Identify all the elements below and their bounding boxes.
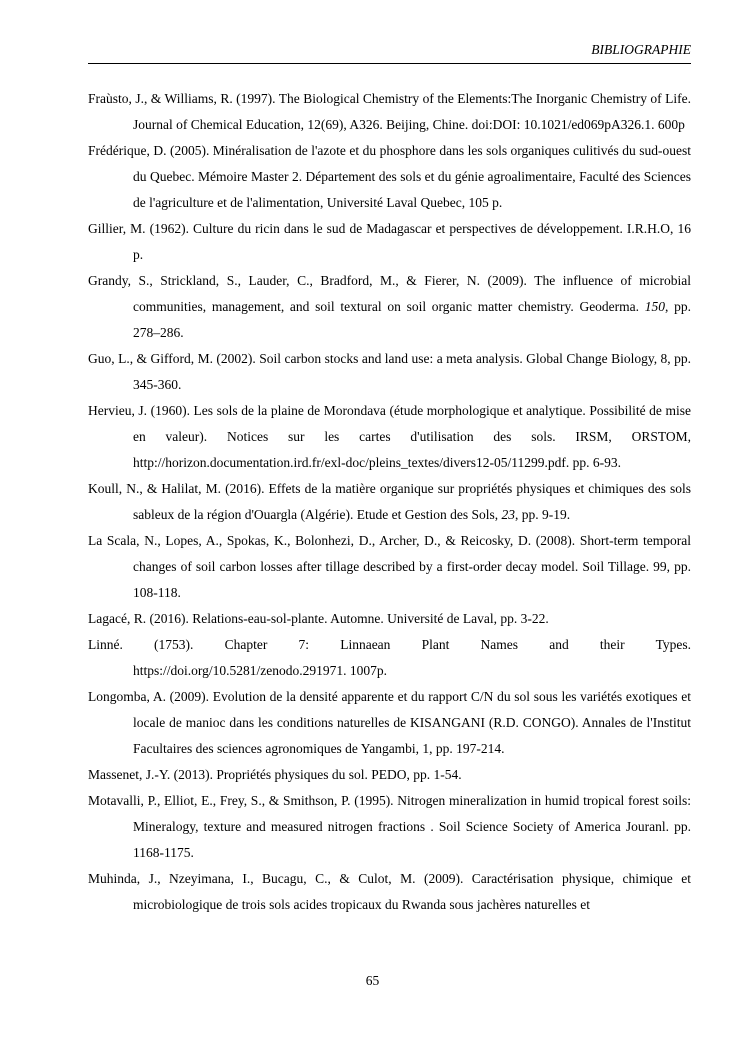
page-number: 65 [365, 973, 380, 988]
reference-item [88, 268, 691, 346]
reference-pages: , pp. 9-19. [514, 507, 571, 522]
reference-item [88, 632, 691, 684]
reference-item: La Scala, N., Lopes, A., Spokas, K., Bolonhezi, D., Archer, D., & Reicosky, D. (2008). Short-term temporal changes of soil carbon losses after tillage described by a first-order decay model. Soil Tillage. 99, pp. 108-118. [88, 533, 691, 600]
reference-item: Lagacé, R. (2016). Relations-eau-sol-plante. Automne. Université de Laval, pp. 3-22. [88, 611, 549, 626]
reference-item [88, 476, 691, 528]
reference-item: Muhinda, J., Nzeyimana, I., Bucagu, C., & Culot, M. (2009). Caractérisation physique, chimique et microbiologique de trois sols acides tropicaux du Rwanda sous jachères naturelles et [88, 871, 691, 912]
reference-list [88, 86, 691, 918]
reference-text: Koull, N., & Halilat, M. (2016). Effets de la matière organique sur propriétés physiques et chimiques des sols sableux de la région d'Ouargla (Algérie). Etude et Gestion des Sols, [88, 481, 691, 522]
reference-volume: 150 [644, 299, 666, 314]
running-header: BIBLIOGRAPHIE [88, 42, 691, 64]
reference-item: Massenet, J.-Y. (2013). Propriétés physiques du sol. PEDO, pp. 1-54. [88, 767, 462, 782]
reference-item: Gillier, M. (1962). Culture du ricin dans le sud de Madagascar et perspectives de développement. I.R.H.O, 16 p. [88, 221, 691, 262]
reference-pages: , pp. 278–286. [133, 299, 691, 340]
reference-item: Hervieu, J. (1960). Les sols de la plaine de Morondava (étude morphologique et analytique. Possibilité de mise en valeur). Notices sur les cartes d'utilisation des sols. IRSM, ORSTOM, http://horizon.documentation.ird.fr/exl-doc/pleins_textes/divers12-05/11299.pdf. pp. 6-93. [88, 403, 691, 470]
reference-volume: 23 [501, 507, 515, 522]
reference-doi-link[interactable]: https://doi.org/10.5281/zenodo.291971. 1007p. [133, 663, 387, 678]
reference-item: Guo, L., & Gifford, M. (2002). Soil carbon stocks and land use: a meta analysis. Global Change Biology, 8, pp. 345-360. [88, 351, 691, 392]
reference-line: Linné. (1753). Chapter 7: Linnaean Plant Names and their Types. [88, 637, 691, 652]
reference-item: Longomba, A. (2009). Evolution de la densité apparente et du rapport C/N du sol sous les variétés exotiques et locale de manioc dans les conditions naturelles de KISANGANI (R.D. CONGO). Annales de l'Institut Facultaires des sciences agronomiques de Yangambi, 1, pp. 197-214. [88, 689, 691, 756]
reference-item: Frédérique, D. (2005). Minéralisation de l'azote et du phosphore dans les sols organiques culitivés du sud-ouest du Quebec. Mémoire Master 2. Département des sols et du génie agroalimentaire, Faculté des Sciences de l'agriculture et de l'alimentation, Université Laval Quebec, 105 p. [88, 143, 691, 210]
reference-item: Fraùsto, J., & Williams, R. (1997). The Biological Chemistry of the Elements:The Inorganic Chemistry of Life. Journal of Chemical Education, 12(69), A326. Beijing, Chine. doi:DOI: 10.1021/ed069pA326.1. 600p [88, 91, 691, 132]
reference-item: Motavalli, P., Elliot, E., Frey, S., & Smithson, P. (1995). Nitrogen mineralization in humid tropical forest soils: Mineralogy, texture and measured nitrogen fractions . Soil Science Society of America Jouranl. pp. 1168-1175. [88, 793, 691, 860]
reference-text: Grandy, S., Strickland, S., Lauder, C., Bradford, M., & Fierer, N. (2009). The influence of microbial communities, management, and soil textural on soil organic matter chemistry. Geoderma. [88, 273, 691, 314]
